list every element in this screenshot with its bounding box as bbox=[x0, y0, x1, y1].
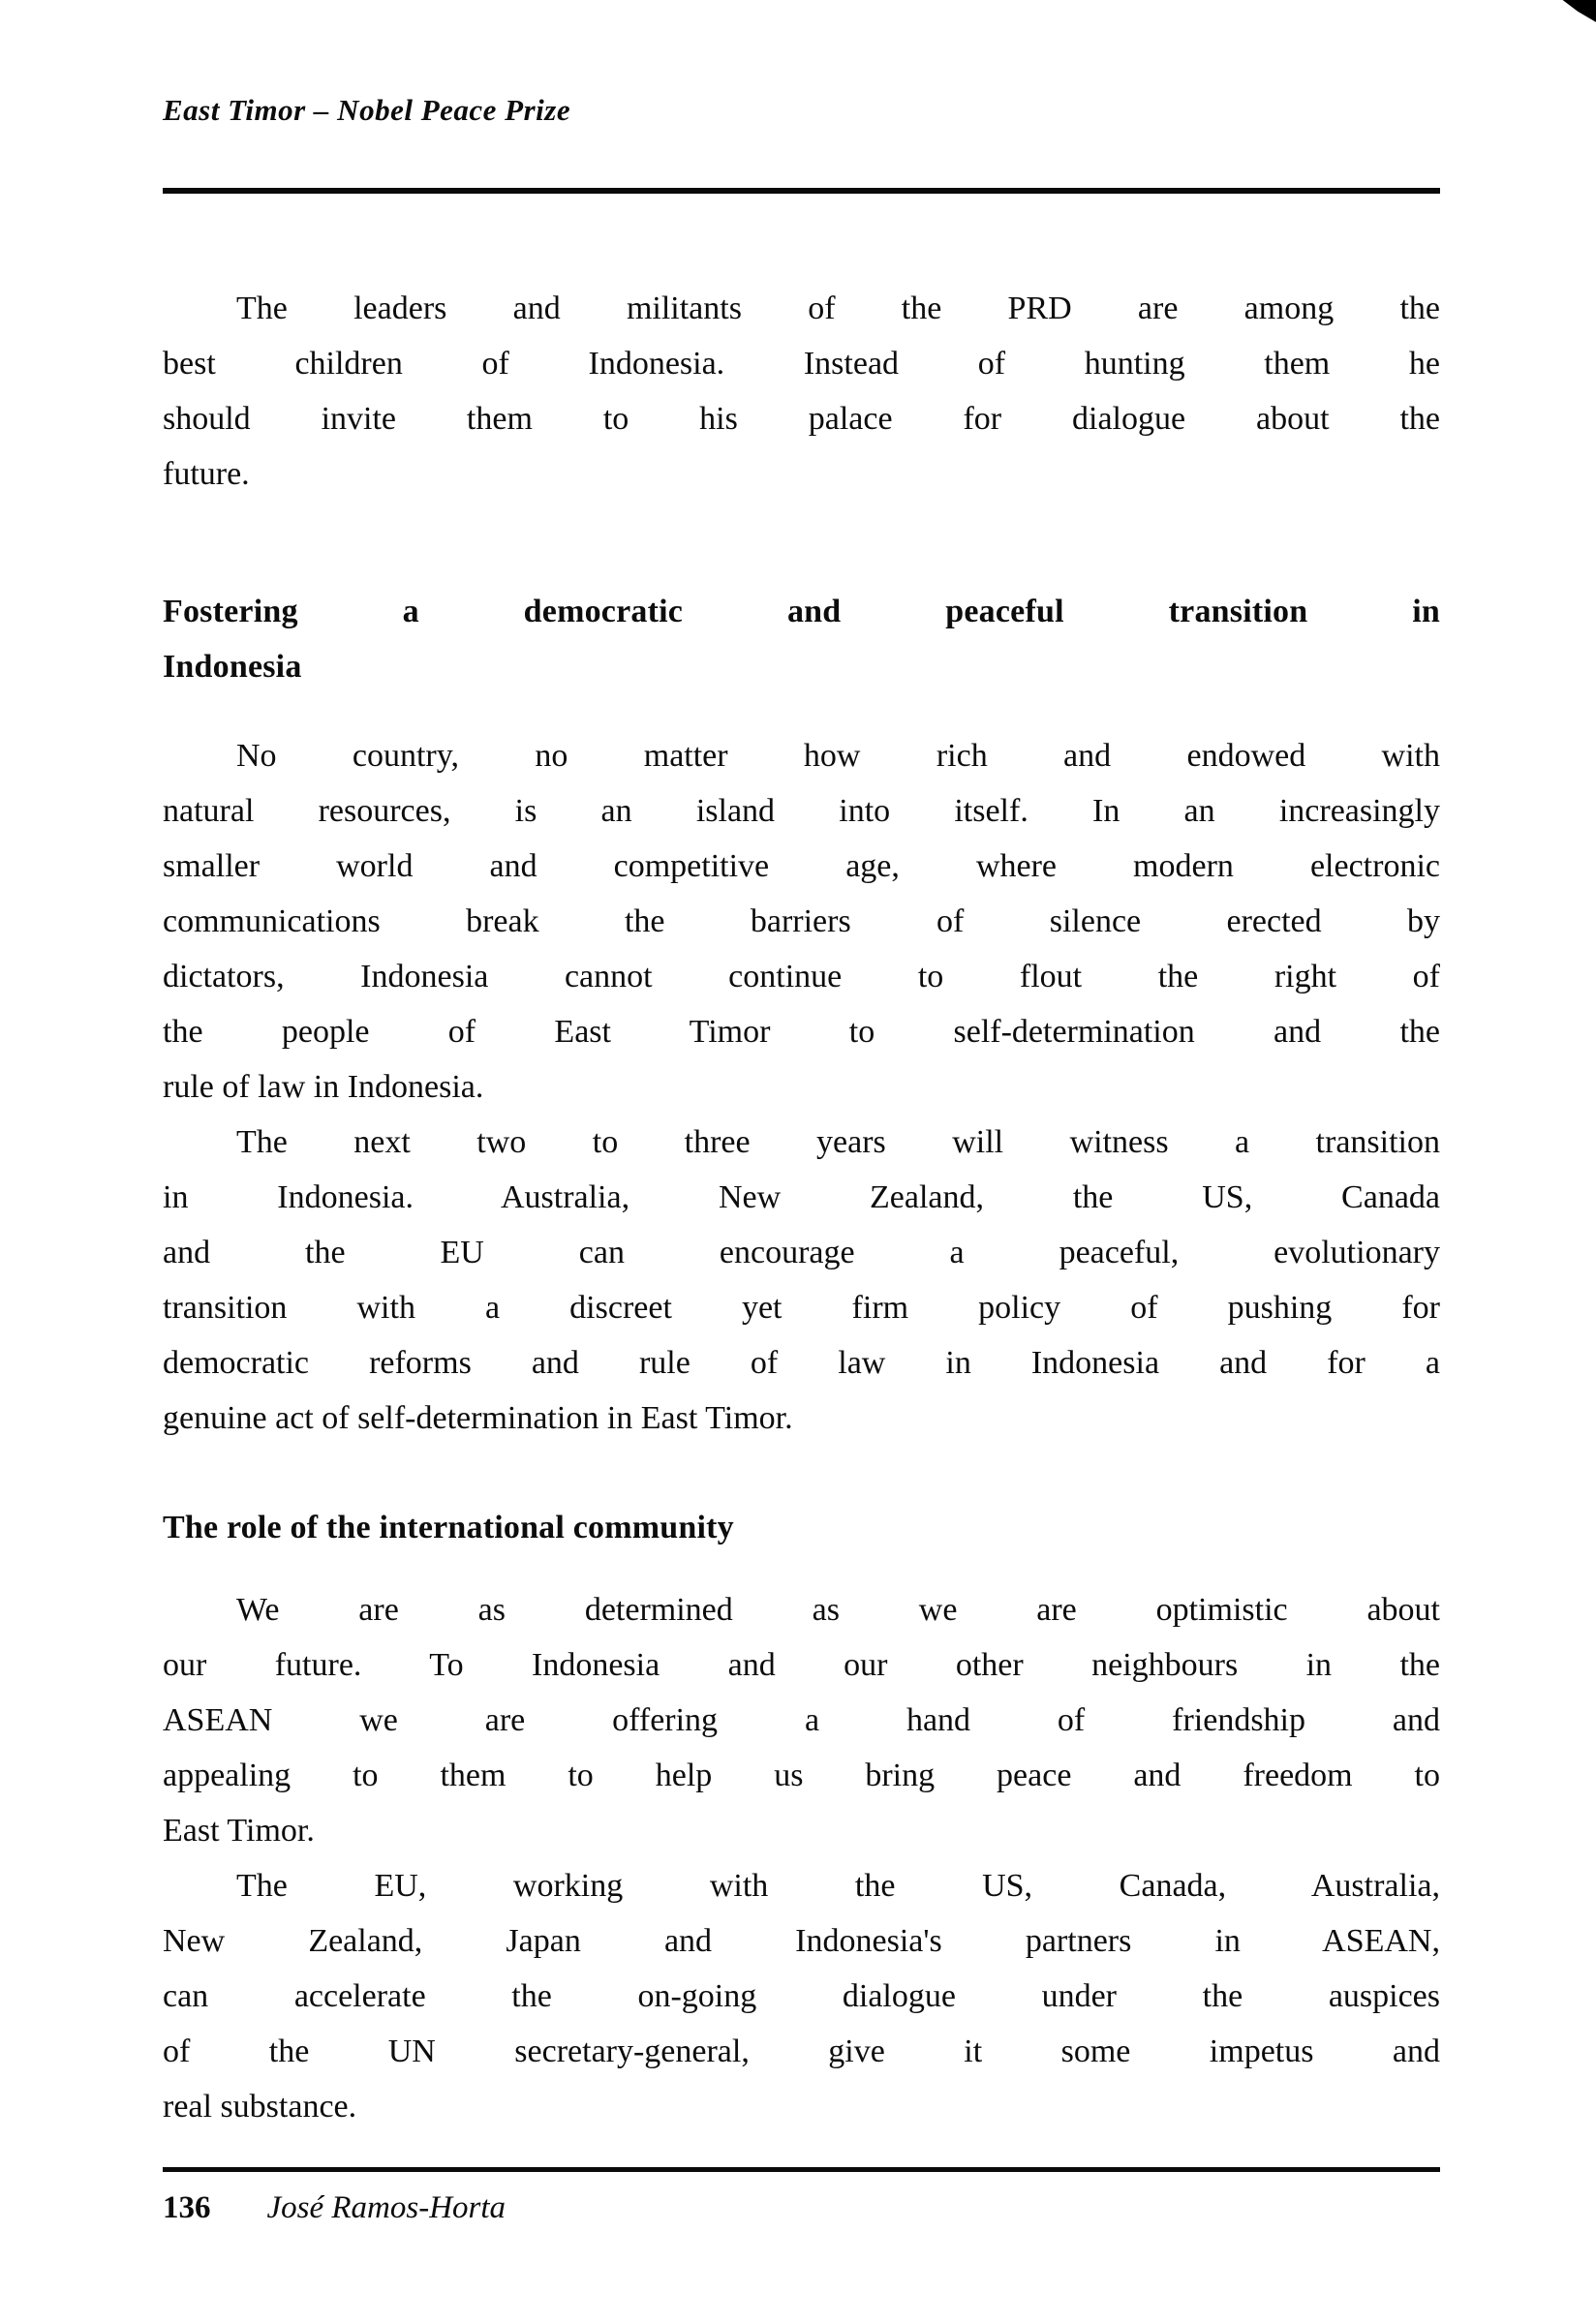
text-line: can accelerate the on-going dialogue under the auspices bbox=[163, 1978, 1440, 2014]
footer bbox=[163, 2186, 1440, 2230]
paragraph bbox=[163, 728, 1440, 1115]
heading-line: The role of the international community bbox=[163, 1510, 734, 1545]
text-column bbox=[163, 0, 1440, 2230]
paragraph bbox=[163, 1115, 1440, 1446]
heading-line: Fostering a democratic and peaceful transition in bbox=[163, 594, 1440, 629]
text-line: real substance. bbox=[163, 2089, 357, 2125]
footer-rule bbox=[163, 2167, 1440, 2172]
paragraph bbox=[163, 1582, 1440, 1858]
text-line: rule of law in Indonesia. bbox=[163, 1069, 484, 1105]
page-corner-scan-mark bbox=[1555, 0, 1596, 25]
text-line: smaller world and competitive age, where modern electronic bbox=[163, 848, 1440, 884]
text-line: The leaders and militants of the PRD are among the bbox=[236, 290, 1440, 326]
text-line: of the UN secretary-general, give it some impetus and bbox=[163, 2034, 1440, 2069]
text-line: East Timor. bbox=[163, 1813, 315, 1849]
text-line: dictators, Indonesia cannot continue to flout the right of bbox=[163, 959, 1440, 994]
text-line: democratic reforms and rule of law in Indonesia and for a bbox=[163, 1345, 1440, 1381]
body-text bbox=[163, 281, 1440, 2134]
text-line: best children of Indonesia. Instead of hunting them he bbox=[163, 346, 1440, 382]
text-line: should invite them to his palace for dialogue about the bbox=[163, 401, 1440, 437]
text-line: our future. To Indonesia and our other neighbours in the bbox=[163, 1647, 1440, 1683]
text-line: communications break the barriers of silence erected by bbox=[163, 903, 1440, 939]
text-line: in Indonesia. Australia, New Zealand, the US, Canada bbox=[163, 1179, 1440, 1215]
text-line: The EU, working with the US, Canada, Australia, bbox=[236, 1868, 1440, 1904]
text-line: future. bbox=[163, 456, 250, 492]
text-line: the people of East Timor to self-determination and the bbox=[163, 1014, 1440, 1050]
section-heading bbox=[163, 1500, 1440, 1555]
footer-author: José Ramos-Horta bbox=[266, 2190, 506, 2225]
text-line: genuine act of self-determination in East Timor. bbox=[163, 1400, 793, 1436]
text-line: appealing to them to help us bring peace and freedom to bbox=[163, 1758, 1440, 1793]
text-line: The next two to three years will witness a transition bbox=[236, 1124, 1440, 1160]
section-heading bbox=[163, 584, 1440, 694]
page-number: 136 bbox=[163, 2190, 211, 2225]
text-line: We are as determined as we are optimistic about bbox=[236, 1592, 1440, 1628]
paragraph bbox=[163, 281, 1440, 502]
text-line: natural resources, is an island into itself. In an increasingly bbox=[163, 793, 1440, 829]
text-line: and the EU can encourage a peaceful, evolutionary bbox=[163, 1235, 1440, 1270]
text-line: New Zealand, Japan and Indonesia's partners in ASEAN, bbox=[163, 1923, 1440, 1959]
paragraph bbox=[163, 1858, 1440, 2134]
header-rule bbox=[163, 188, 1440, 194]
text-line: transition with a discreet yet firm policy of pushing for bbox=[163, 1290, 1440, 1326]
running-head-title: East Timor – Nobel Peace Prize bbox=[163, 93, 571, 127]
text-line: No country, no matter how rich and endowed with bbox=[236, 738, 1440, 774]
heading-line: Indonesia bbox=[163, 649, 302, 685]
text-line: ASEAN we are offering a hand of friendship and bbox=[163, 1702, 1440, 1738]
